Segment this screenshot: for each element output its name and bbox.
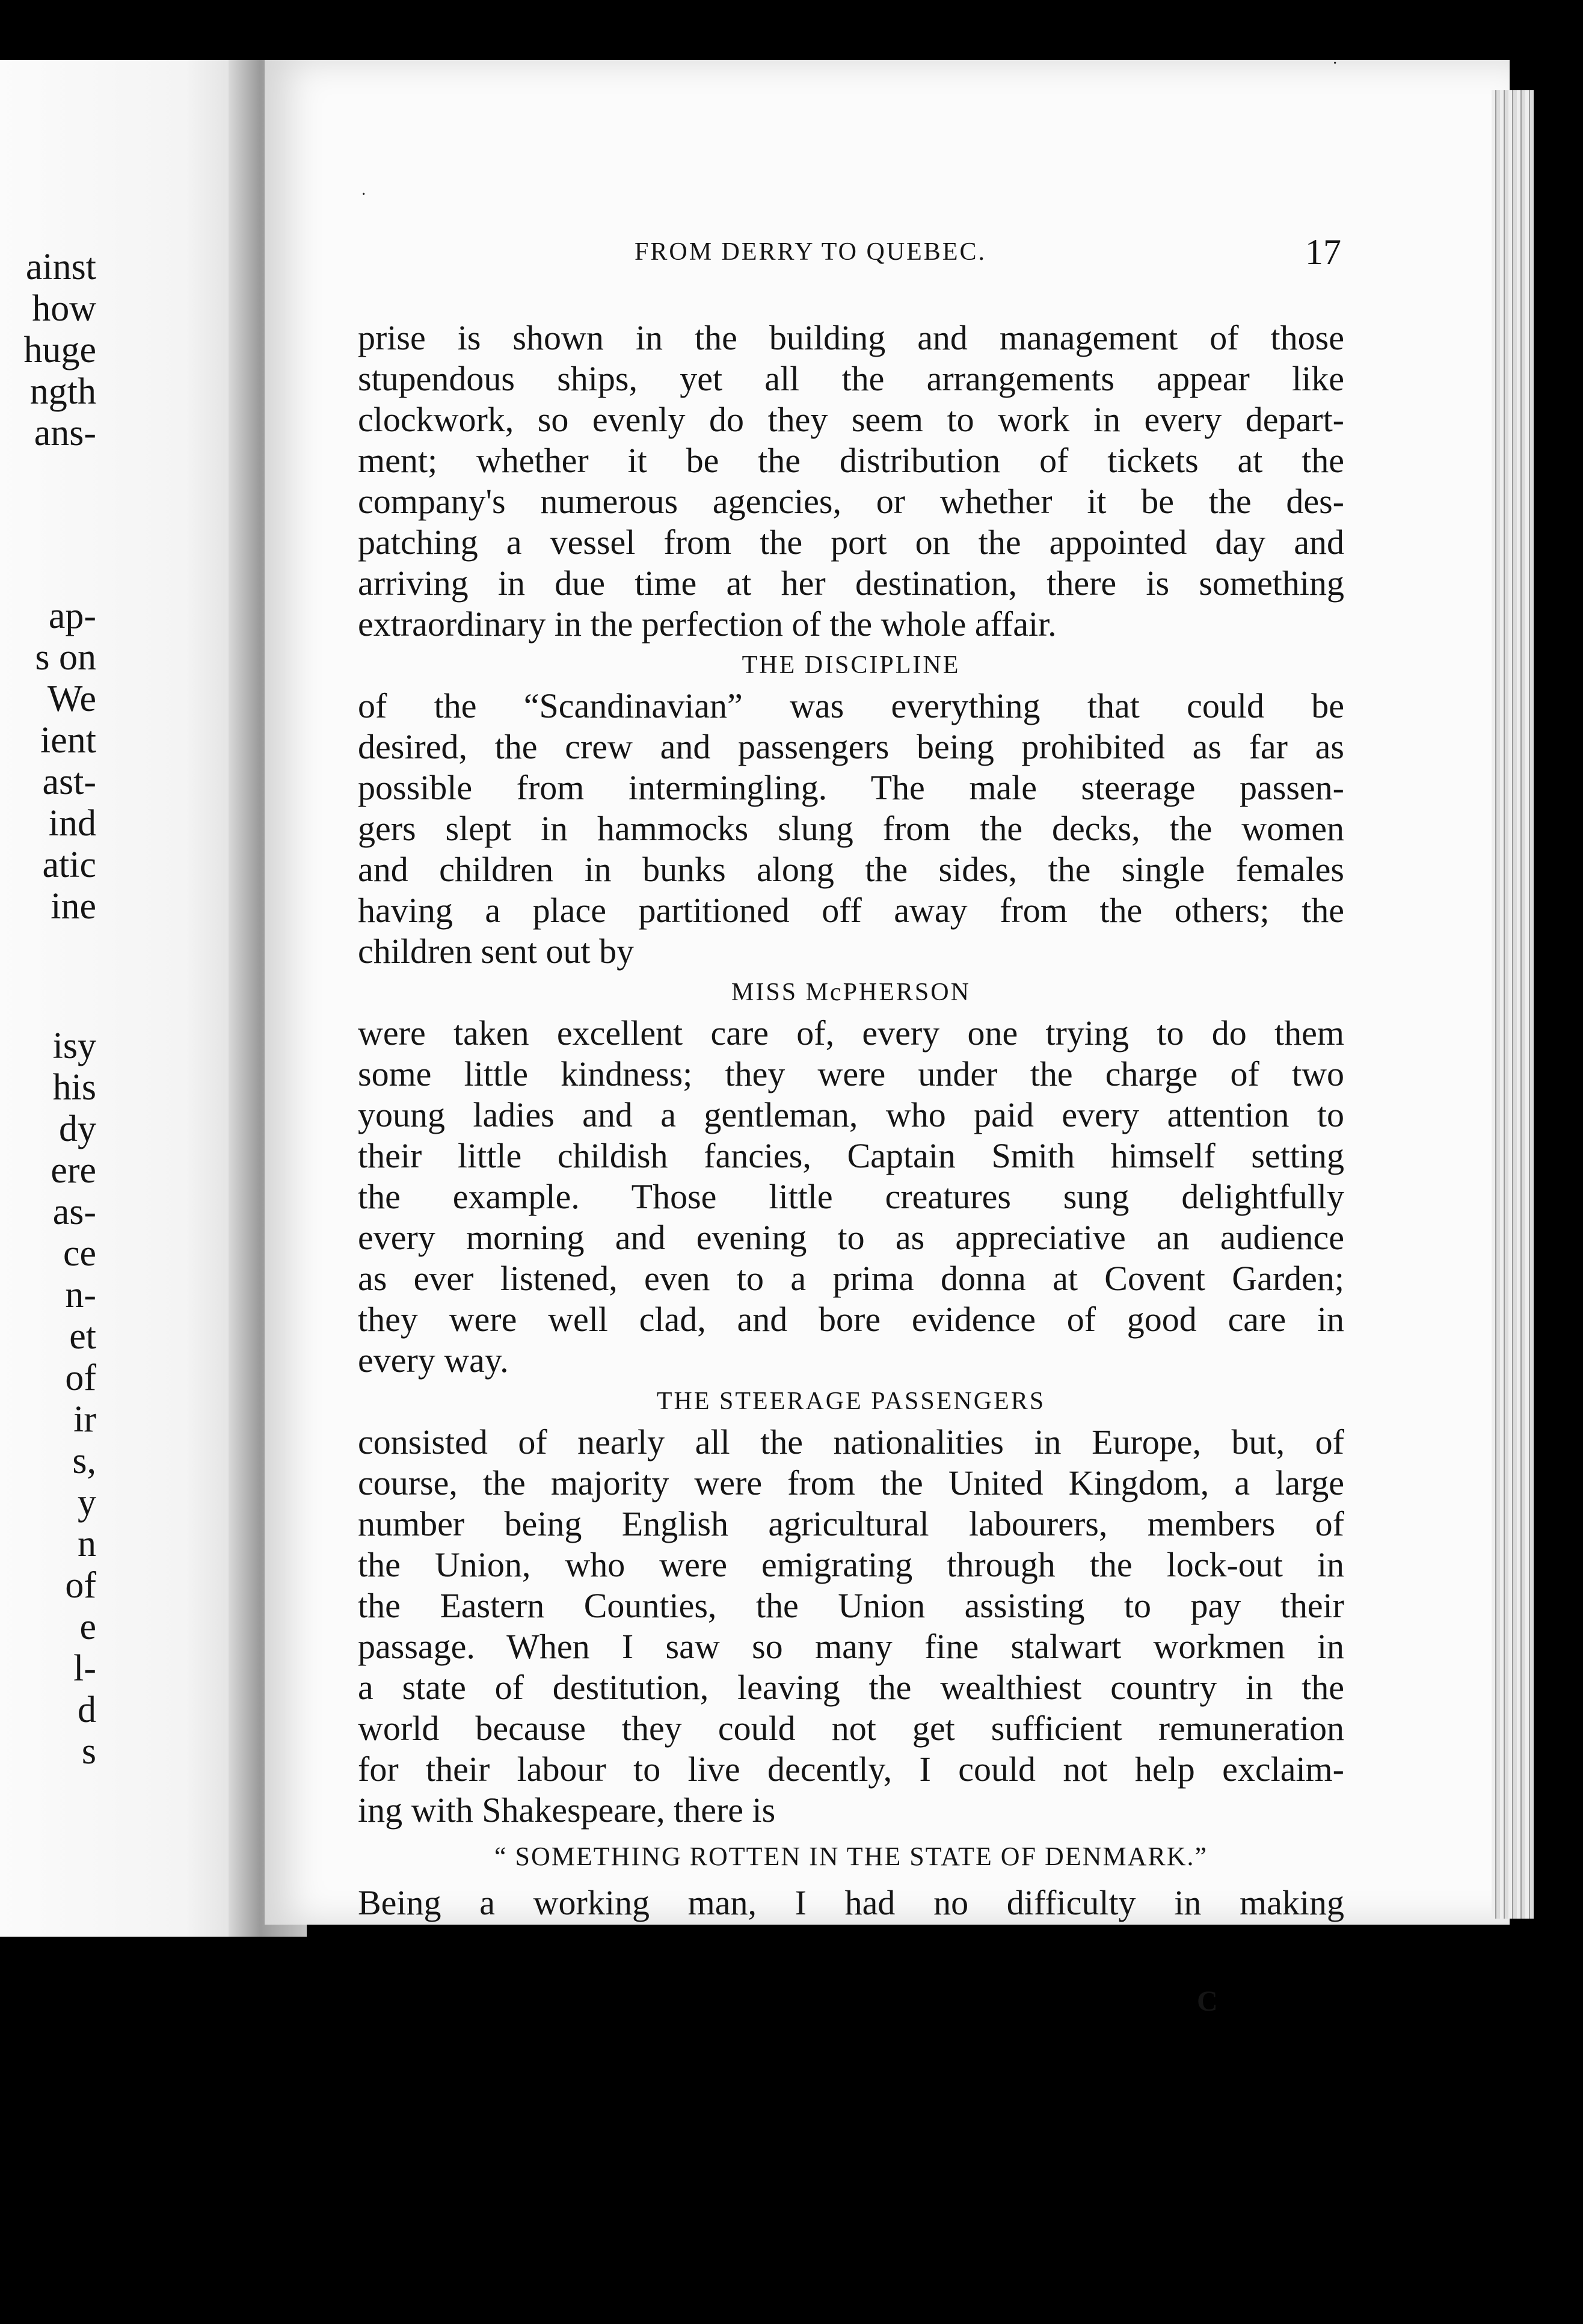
left-page-fragment: how [32,288,96,329]
text-line: as ever listened, even to a prima donna at Covent Garden; [358,1259,1344,1298]
text-line: a state of destitution, leaving the wealthiest country in the [358,1668,1344,1707]
left-page-fragment: of [65,1357,96,1398]
left-page-fragment: huge [23,330,96,370]
section-heading: THE DISCIPLINE [742,651,961,679]
text-line: and children in bunks along the sides, the single females [358,850,1344,889]
text-line: the example. Those little creatures sung delightfully [358,1177,1344,1216]
paragraph [358,1422,1344,1831]
scan-speck: · [1332,54,1338,73]
section-heading: THE STEERAGE PASSENGERS [656,1388,1046,1415]
paragraph [358,1013,1344,1381]
running-head: FROM DERRY TO QUEBEC. [635,238,986,266]
left-page-fragment: ap- [48,595,96,636]
text-line: were taken excellent care of, every one trying to do them [358,1013,1344,1053]
left-page-fragment: We [47,678,96,719]
left-page-fragment: ir [73,1399,96,1440]
text-line: the Eastern Counties, the Union assisting to pay their [358,1586,1344,1625]
text-line: extraordinary in the perfection of the whole affair. [358,604,1057,644]
text-line: the Union, who were emigrating through the lock-out in [358,1545,1344,1584]
paragraph [358,686,1344,972]
left-page-fragment: ngth [29,371,96,412]
text-line: ment; whether it be the distribution of tickets at the [358,441,1344,480]
left-page-fragment: d [78,1689,96,1730]
text-line: for their labour to live decently, I could not help exclaim- [358,1750,1344,1789]
text-line: ing with Shakespeare, there is [358,1791,776,1830]
left-page-fragment: l- [73,1648,96,1689]
text-line: every morning and evening to as appreciative an audience [358,1218,1344,1257]
left-page-fragment: dy [59,1108,96,1149]
text-line: they were well clad, and bore evidence of good care in [358,1300,1344,1339]
left-page-fragment: as- [52,1191,96,1232]
left-page-fragment: ind [48,803,96,844]
quote-heading: “ SOMETHING ROTTEN IN THE STATE OF DENMARK.” [494,1842,1208,1871]
left-page-fragment: ine [51,886,96,927]
text-line: number being English agricultural labourers, members of [358,1504,1344,1543]
left-page-fragment: ient [40,720,96,761]
text-line: young ladies and a gentleman, who paid every attention to [358,1095,1344,1134]
left-page-fragment: of [65,1565,96,1606]
text-line: course, the majority were from the United Kingdom, a large [358,1463,1344,1502]
text-line: their little childish fancies, Captain Smith himself setting [358,1136,1344,1175]
text-line: company's numerous agencies, or whether it be the des- [358,482,1344,521]
text-line: stupendous ships, yet all the arrangements appear like [358,359,1344,398]
left-page-fragment: ere [51,1150,96,1191]
left-page-fragment: y [78,1482,96,1523]
text-line: consisted of nearly all the nationalities in Europe, but, of [358,1422,1344,1462]
left-page-fragment: e [79,1606,96,1647]
left-page [0,60,265,1937]
text-line: desired, the crew and passengers being prohibited as far as [358,727,1344,766]
text-line: of the “Scandinavian” was everything that could be [358,686,1344,725]
text-line: passage. When I saw so many fine stalwart workmen in [358,1627,1344,1666]
section-heading: MISS McPHERSON [731,979,971,1006]
body-text [358,318,1344,1923]
left-page-fragment: s on [35,637,96,678]
text-line: gers slept in hammocks slung from the decks, the women [358,809,1344,848]
text-line: prise is shown in the building and management of those [358,318,1344,357]
left-page-fragment: n [78,1523,96,1564]
left-page-fragment: s [81,1731,96,1772]
left-page-fragment: atic [42,844,96,885]
left-page-fragment: isy [52,1025,96,1066]
left-page-fragment: et [69,1316,96,1357]
text-line: possible from intermingling. The male steerage passen- [358,768,1344,807]
text-line: every way. [358,1341,509,1380]
left-page-fragment: his [52,1067,96,1108]
text-line: having a place partitioned off away from the others; the [358,891,1344,930]
text-line: arriving in due time at her destination, there is something [358,564,1344,603]
text-line: patching a vessel from the port on the appointed day and [358,523,1344,562]
text-line: clockwork, so evenly do they seem to work in every depart- [358,400,1344,439]
paragraph [358,1883,1344,1923]
text-line: Being a working man, I had no difficulty in making [358,1883,1344,1922]
left-page-fragment: s, [72,1440,96,1481]
page-number: 17 [1305,232,1341,272]
text-line: world because they could not get sufficient remuneration [358,1709,1344,1748]
scan-speck: · [361,185,367,204]
paragraph [358,318,1344,645]
page-edges [1492,90,1534,1919]
left-page-fragment: ast- [42,761,96,802]
left-page-fragment: ans- [34,413,96,453]
text-line: some little kindness; they were under the charge of two [358,1054,1344,1093]
text-line: children sent out by [358,932,635,971]
left-page-fragment: ce [63,1233,96,1274]
left-page-fragment: n- [65,1274,96,1315]
left-page-fragment: ainst [25,247,96,287]
signature-mark: C [1197,1985,1218,2017]
